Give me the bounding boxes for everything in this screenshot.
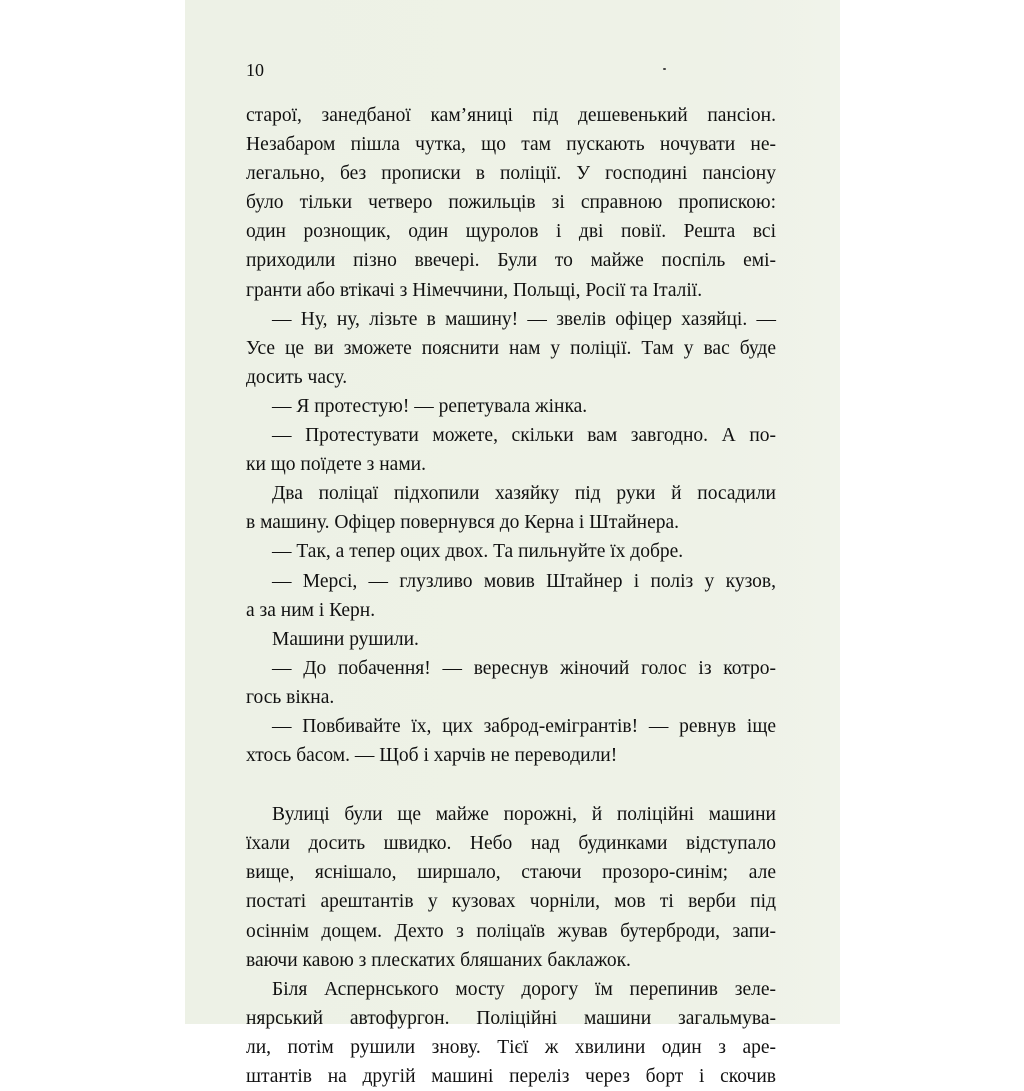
text-line: в машину. Офіцер повернувся до Керна і Штайнера. [246,512,680,534]
text-line: було тільки четверо пожильців зі справною пропискою: [246,192,776,214]
text-line: старої, занедбаної кам’яниці під дешевенький пансіон. [246,105,776,126]
text-line: Незабаром пішла чутка, що там пускають ночувати не- [246,134,776,156]
print-speck [663,68,666,70]
text-line: — Так, а тепер оцих двох. Та пильнуйте їх добре. [272,541,684,563]
text-line: Біля Аспернського мосту дорогу їм перепинив зеле- [272,978,776,1000]
text-line: осіннім дощем. Дехто з поліцаїв жував бутерброди, запи- [246,920,776,942]
text-line: легально, без прописки в поліції. У господині пансіону [246,163,776,185]
text-line: — Я протестую! — репетувала жінка. [272,395,588,417]
text-line: Усе це ви зможете пояснити нам у поліції. Там у вас буде [246,337,776,359]
text-line: — Мерсі, — глузливо мовив Штайнер і поліз у кузов, [272,570,776,592]
text-line: а за ним і Керн. [246,599,376,621]
text-line: досить часу. [246,366,348,388]
section-break [246,770,776,800]
text-line: гранти або втікачі з Німеччини, Польщі, Росії та Італії. [246,279,703,301]
text-line: їхали досить швидко. Небо над будинками відступало [246,833,776,855]
text-line: постаті арештантів у кузовах чорніли, мов ті верби під [246,891,776,913]
text-line: вище, яснішало, ширшало, стаючи прозоро-синім; але [246,862,776,884]
text-line: ваючи кавою з плескатих бляшаних баклажок. [246,949,631,971]
text-line: ли, потім рушили знову. Тієї ж хвилини один з аре- [246,1036,776,1058]
text-line: Два поліцаї підхопили хазяйку під руки й посадили [272,483,776,505]
body-text [246,101,776,1091]
text-line: — Протестувати можете, скільки вам завгодно. А по- [272,425,776,447]
text-line: гось вікна. [246,686,335,708]
text-line: штантів на другій машині переліз через борт і скочив [246,1066,776,1087]
book-page [185,0,840,1087]
text-line: нярський автофургон. Поліційні машини загальмува- [246,1007,776,1029]
text-line: Машини рушили. [272,628,419,650]
text-line: один рознощик, один щуролов і дві повії. Решта всі [246,221,776,243]
text-line: Вулиці були ще майже порожні, й поліційні машини [272,804,776,826]
text-line: — До побачення! — вереснув жіночий голос із котро- [272,657,776,679]
text-line: — Ну, ну, лізьте в машину! — звелів офіцер хазяйці. — [272,308,776,330]
text-line: ки що поїдете з нами. [246,454,426,476]
text-line: приходили пізно ввечері. Були то майже поспіль емі- [246,250,776,272]
text-line: хтось басом. — Щоб і харчів не переводили! [246,745,618,767]
page-number: 10 [246,60,264,80]
text-line: — Повбивайте їх, цих заброд-емігрантів! — ревнув іще [272,715,776,737]
